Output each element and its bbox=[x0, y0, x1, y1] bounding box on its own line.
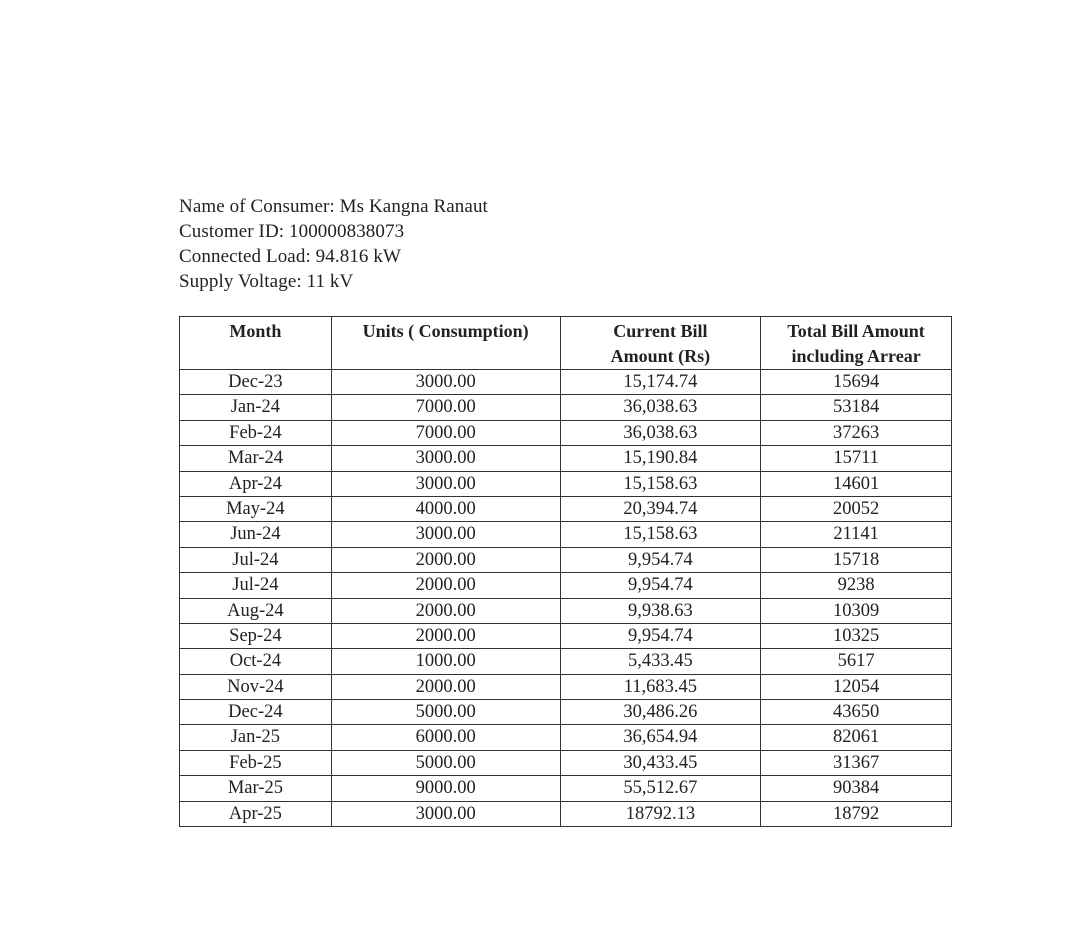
cell-month: Nov-24 bbox=[180, 674, 332, 699]
cell-current-bill: 15,190.84 bbox=[560, 446, 761, 471]
cell-total-bill: 14601 bbox=[761, 471, 952, 496]
cell-total-bill: 15718 bbox=[761, 547, 952, 572]
cell-current-bill: 9,954.74 bbox=[560, 573, 761, 598]
table-row bbox=[180, 801, 952, 826]
cell-total-bill: 43650 bbox=[761, 700, 952, 725]
cell-total-bill: 12054 bbox=[761, 674, 952, 699]
cell-total-bill: 5617 bbox=[761, 649, 952, 674]
cell-units: 5000.00 bbox=[331, 700, 560, 725]
table-row bbox=[180, 522, 952, 547]
cell-month: Jan-25 bbox=[180, 725, 332, 750]
cell-total-bill: 18792 bbox=[761, 801, 952, 826]
cell-total-bill: 20052 bbox=[761, 496, 952, 521]
table-row bbox=[180, 573, 952, 598]
cell-current-bill: 9,938.63 bbox=[560, 598, 761, 623]
cell-units: 4000.00 bbox=[331, 496, 560, 521]
cell-current-bill: 15,158.63 bbox=[560, 522, 761, 547]
cell-units: 1000.00 bbox=[331, 649, 560, 674]
cell-month: Apr-24 bbox=[180, 471, 332, 496]
cell-current-bill: 9,954.74 bbox=[560, 623, 761, 648]
customer-id: Customer ID: 100000838073 bbox=[179, 221, 405, 242]
header-current-bill: Current Bill Amount (Rs) bbox=[560, 317, 761, 370]
cell-total-bill: 10325 bbox=[761, 623, 952, 648]
cell-month: Sep-24 bbox=[180, 623, 332, 648]
cell-current-bill: 15,158.63 bbox=[560, 471, 761, 496]
cell-units: 9000.00 bbox=[331, 776, 560, 801]
cell-units: 2000.00 bbox=[331, 573, 560, 598]
table-row bbox=[180, 370, 952, 395]
cell-month: Dec-23 bbox=[180, 370, 332, 395]
table-row bbox=[180, 776, 952, 801]
cell-month: May-24 bbox=[180, 496, 332, 521]
cell-current-bill: 5,433.45 bbox=[560, 649, 761, 674]
cell-total-bill: 31367 bbox=[761, 750, 952, 775]
table-row bbox=[180, 623, 952, 648]
table-row bbox=[180, 674, 952, 699]
cell-total-bill: 10309 bbox=[761, 598, 952, 623]
table-row bbox=[180, 395, 952, 420]
cell-total-bill: 37263 bbox=[761, 420, 952, 445]
header-month: Month bbox=[180, 317, 332, 370]
cell-units: 2000.00 bbox=[331, 623, 560, 648]
cell-current-bill: 55,512.67 bbox=[560, 776, 761, 801]
table-row bbox=[180, 420, 952, 445]
cell-total-bill: 21141 bbox=[761, 522, 952, 547]
cell-month: Mar-24 bbox=[180, 446, 332, 471]
cell-current-bill: 36,654.94 bbox=[560, 725, 761, 750]
cell-current-bill: 20,394.74 bbox=[560, 496, 761, 521]
cell-units: 7000.00 bbox=[331, 395, 560, 420]
cell-month: Oct-24 bbox=[180, 649, 332, 674]
table-header-row bbox=[180, 317, 952, 370]
cell-current-bill: 11,683.45 bbox=[560, 674, 761, 699]
cell-month: Jun-24 bbox=[180, 522, 332, 547]
table-row bbox=[180, 471, 952, 496]
cell-units: 6000.00 bbox=[331, 725, 560, 750]
cell-month: Dec-24 bbox=[180, 700, 332, 725]
cell-units: 3000.00 bbox=[331, 446, 560, 471]
cell-units: 3000.00 bbox=[331, 522, 560, 547]
table-body bbox=[180, 370, 952, 827]
table-row bbox=[180, 700, 952, 725]
table-row bbox=[180, 649, 952, 674]
bill-table bbox=[179, 316, 952, 827]
connected-load: Connected Load: 94.816 kW bbox=[179, 246, 402, 267]
cell-month: Feb-25 bbox=[180, 750, 332, 775]
cell-month: Apr-25 bbox=[180, 801, 332, 826]
cell-units: 2000.00 bbox=[331, 598, 560, 623]
cell-current-bill: 18792.13 bbox=[560, 801, 761, 826]
cell-current-bill: 30,433.45 bbox=[560, 750, 761, 775]
cell-month: Jul-24 bbox=[180, 547, 332, 572]
consumer-info bbox=[179, 194, 488, 294]
cell-current-bill: 36,038.63 bbox=[560, 395, 761, 420]
cell-current-bill: 9,954.74 bbox=[560, 547, 761, 572]
cell-total-bill: 15694 bbox=[761, 370, 952, 395]
table-row bbox=[180, 547, 952, 572]
cell-month: Jan-24 bbox=[180, 395, 332, 420]
cell-current-bill: 30,486.26 bbox=[560, 700, 761, 725]
table-row bbox=[180, 725, 952, 750]
table-row bbox=[180, 496, 952, 521]
cell-units: 7000.00 bbox=[331, 420, 560, 445]
cell-total-bill: 82061 bbox=[761, 725, 952, 750]
cell-total-bill: 90384 bbox=[761, 776, 952, 801]
cell-month: Mar-25 bbox=[180, 776, 332, 801]
cell-units: 2000.00 bbox=[331, 547, 560, 572]
cell-units: 3000.00 bbox=[331, 801, 560, 826]
header-total-bill: Total Bill Amount including Arrear bbox=[761, 317, 952, 370]
table-row bbox=[180, 750, 952, 775]
cell-total-bill: 9238 bbox=[761, 573, 952, 598]
supply-voltage: Supply Voltage: 11 kV bbox=[179, 271, 354, 292]
cell-units: 3000.00 bbox=[331, 471, 560, 496]
cell-current-bill: 36,038.63 bbox=[560, 420, 761, 445]
cell-month: Jul-24 bbox=[180, 573, 332, 598]
cell-units: 2000.00 bbox=[331, 674, 560, 699]
cell-month: Feb-24 bbox=[180, 420, 332, 445]
consumer-name: Name of Consumer: Ms Kangna Ranaut bbox=[179, 196, 488, 217]
cell-units: 5000.00 bbox=[331, 750, 560, 775]
cell-current-bill: 15,174.74 bbox=[560, 370, 761, 395]
cell-month: Aug-24 bbox=[180, 598, 332, 623]
table-row bbox=[180, 598, 952, 623]
cell-total-bill: 53184 bbox=[761, 395, 952, 420]
cell-units: 3000.00 bbox=[331, 370, 560, 395]
header-units: Units ( Consumption) bbox=[331, 317, 560, 370]
cell-total-bill: 15711 bbox=[761, 446, 952, 471]
table-row bbox=[180, 446, 952, 471]
